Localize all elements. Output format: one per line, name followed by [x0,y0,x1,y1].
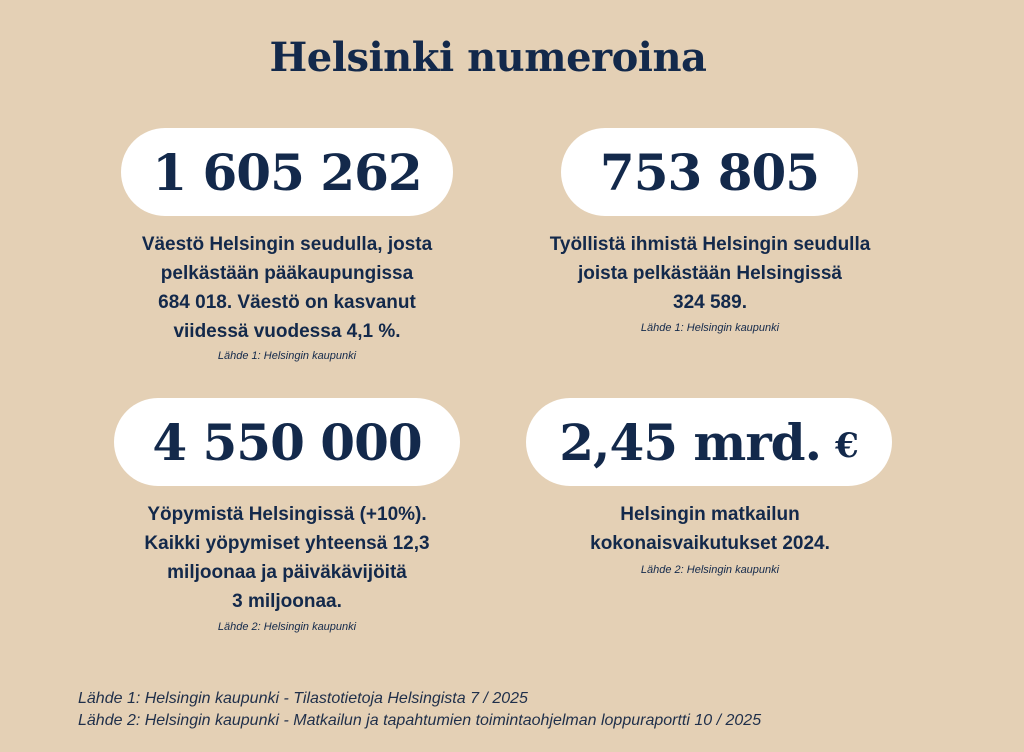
description-line: Väestö Helsingin seudulla, josta [141,234,433,255]
stat-value: 2,45 mrd. [559,412,822,472]
description-line: kokonaisvaikutukset 2024. [590,533,830,554]
stat-overnight-description [87,500,487,616]
stat-tourism-description [500,500,920,558]
description-line: miljoonaa ja päiväkävijöitä [167,562,407,583]
stat-population-source: Lähde 1: Helsingin kaupunki [217,350,357,362]
stat-tourism-source: Lähde 2: Helsingin kaupunki [640,564,780,576]
stat-value: 753 805 [599,142,820,202]
description-line: joista pelkästään Helsingissä [577,263,842,284]
description-line: 3 miljoonaa. [232,591,342,612]
footer-sources [78,688,761,732]
stat-overnight-value [114,398,460,486]
description-line: Yöpymistä Helsingissä (+10%). [147,504,427,525]
description-line: 684 018. Väestö on kasvanut [158,292,416,313]
footer-source-line: Lähde 1: Helsingin kaupunki - Tilastotietoja Helsingista 7 / 2025 [78,690,528,707]
description-line: Työllistä ihmistä Helsingin seudulla [549,234,871,255]
page-title: Helsinki numeroina [269,34,707,81]
description-line: viidessä vuodessa 4,1 %. [173,321,401,342]
description-line: pelkästään pääkaupungissa [160,263,414,284]
stat-population-description [87,230,487,346]
description-line: 324 589. [673,292,747,313]
description-line: Helsingin matkailun [620,504,800,525]
description-line: Kaikki yöpymiset yhteensä 12,3 [144,533,430,554]
euro-symbol: € [835,426,859,466]
stat-value: 1 605 262 [152,142,422,202]
stat-employment-source: Lähde 1: Helsingin kaupunki [640,322,780,334]
stat-employment-value [561,128,858,216]
stat-employment-description [500,230,920,317]
footer-source-line: Lähde 2: Helsingin kaupunki - Matkailun ja tapahtumien toimintaohjelman loppuraportti 10 / 2025 [78,712,762,729]
stat-value: 4 550 000 [152,412,422,472]
stat-population-value [121,128,453,216]
stat-overnight-source: Lähde 2: Helsingin kaupunki [217,621,357,633]
stat-tourism-value [526,398,892,486]
